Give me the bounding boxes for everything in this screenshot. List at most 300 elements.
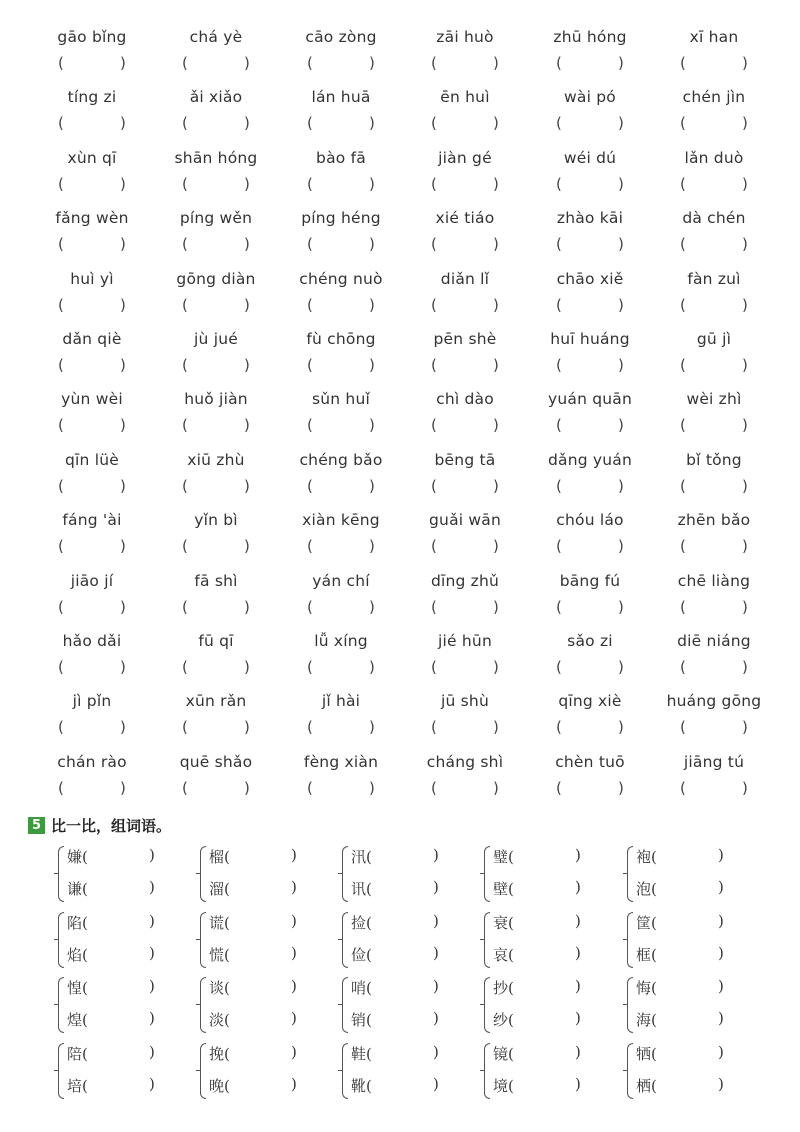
answer-blank-close[interactable]: ) — [493, 597, 499, 616]
pinyin-row — [0, 70, 800, 133]
answer-blank-close[interactable]: ) — [618, 356, 624, 374]
answer-blank-close[interactable]: ) — [742, 114, 748, 133]
answer-blank-close[interactable]: ) — [742, 718, 748, 737]
answer-blank-open[interactable]: ( — [556, 295, 562, 314]
char-line[interactable] — [493, 1042, 581, 1064]
pinyin-item — [30, 70, 154, 133]
answer-blank-close: ) — [149, 846, 155, 864]
answer-blank-close[interactable]: ) — [244, 778, 250, 797]
answer-blank-close[interactable]: ) — [369, 54, 375, 72]
answer-blank-open[interactable]: ( — [182, 658, 188, 676]
answer-blank-open[interactable]: ( — [307, 778, 313, 797]
answer-blank-open[interactable]: ( — [680, 295, 686, 314]
char-pair — [342, 1041, 472, 1101]
answer-blank-close[interactable]: ) — [369, 235, 375, 254]
answer-blank-close[interactable]: ) — [369, 476, 375, 495]
answer-blank-close[interactable]: ) — [369, 174, 375, 193]
answer-blank-close[interactable]: ) — [742, 295, 748, 314]
pinyin-text: fā shì — [194, 571, 238, 590]
brace-icon — [200, 846, 206, 902]
pinyin-text: huì yì — [70, 269, 114, 288]
answer-blank-close[interactable]: ) — [244, 718, 250, 737]
answer-blank-close[interactable]: ) — [618, 295, 624, 314]
char-line[interactable] — [493, 878, 581, 899]
char-pair — [58, 1041, 188, 1101]
answer-blank-open[interactable]: ( — [58, 114, 64, 133]
answer-blank-close[interactable]: ) — [369, 718, 375, 737]
char-line[interactable] — [636, 846, 724, 867]
char-line[interactable] — [209, 1074, 297, 1096]
char-line[interactable] — [209, 911, 297, 933]
answer-blank-open[interactable]: ( — [431, 416, 437, 435]
answer-blank-open[interactable]: ( — [556, 476, 562, 495]
answer-blank-open[interactable]: ( — [556, 597, 562, 616]
answer-blank-close[interactable]: ) — [120, 356, 126, 374]
char-line[interactable] — [351, 977, 439, 998]
char-line[interactable] — [351, 878, 439, 899]
answer-blank-open[interactable]: ( — [556, 778, 562, 797]
answer-blank-close[interactable]: ) — [493, 295, 499, 314]
brace-icon — [484, 1043, 490, 1099]
answer-blank-open[interactable]: ( — [307, 718, 313, 737]
pinyin-item — [528, 735, 652, 795]
pinyin-item — [528, 312, 652, 372]
char-with-paren: 嫌( — [67, 848, 88, 866]
answer-blank-close[interactable]: ) — [493, 718, 499, 737]
answer-blank-open[interactable]: ( — [680, 54, 686, 72]
answer-blank-open[interactable]: ( — [680, 174, 686, 193]
answer-blank-open[interactable]: ( — [680, 114, 686, 133]
answer-blank-close[interactable]: ) — [369, 114, 375, 133]
char-line[interactable] — [493, 977, 581, 998]
answer-blank-open[interactable]: ( — [680, 356, 686, 374]
answer-blank-open[interactable]: ( — [431, 114, 437, 133]
char-line[interactable] — [493, 1074, 581, 1096]
pinyin-row — [0, 554, 800, 614]
answer-blank-close[interactable]: ) — [618, 174, 624, 193]
answer-blank-close[interactable]: ) — [244, 597, 250, 616]
pinyin-text: jié hūn — [438, 632, 492, 650]
char-with-paren: 镜( — [493, 1044, 514, 1063]
answer-blank-close[interactable]: ) — [120, 235, 126, 254]
char-with-paren: 哨( — [351, 979, 372, 997]
answer-blank-open[interactable]: ( — [58, 597, 64, 616]
answer-blank-close[interactable]: ) — [742, 54, 748, 72]
answer-blank-open[interactable]: ( — [182, 114, 188, 133]
answer-blank-open[interactable]: ( — [431, 295, 437, 314]
answer-blank-open[interactable]: ( — [556, 416, 562, 435]
char-pair — [627, 1041, 757, 1101]
answer-blank-close: ) — [291, 911, 297, 930]
answer-blank-close[interactable]: ) — [244, 174, 250, 193]
pinyin-item — [528, 372, 652, 435]
answer-blank-close[interactable]: ) — [618, 235, 624, 254]
answer-blank-open[interactable]: ( — [556, 174, 562, 193]
answer-blank-open[interactable]: ( — [431, 718, 437, 737]
answer-blank-open[interactable]: ( — [58, 537, 64, 556]
pinyin-text: hǎo dǎi — [62, 632, 122, 650]
pinyin-text: píng héng — [301, 209, 381, 228]
answer-blank-close[interactable]: ) — [120, 54, 126, 72]
answer-blank-close[interactable]: ) — [493, 476, 499, 495]
answer-blank-close[interactable]: ) — [742, 235, 748, 254]
char-line[interactable] — [351, 943, 439, 965]
answer-blank-close[interactable]: ) — [618, 537, 624, 556]
answer-blank-open[interactable]: ( — [58, 778, 64, 797]
answer-blank-close[interactable]: ) — [742, 658, 748, 676]
char-line[interactable] — [67, 977, 155, 998]
pinyin-row — [0, 433, 800, 493]
answer-blank-close[interactable]: ) — [493, 356, 499, 374]
pinyin-text: cāo zòng — [305, 28, 377, 46]
pinyin-text: diē niáng — [677, 632, 751, 650]
answer-blank-close: ) — [433, 1074, 439, 1093]
answer-blank-close[interactable]: ) — [120, 537, 126, 556]
answer-blank-close[interactable]: ) — [618, 597, 624, 616]
char-line[interactable] — [209, 846, 297, 867]
char-with-paren: 泡( — [636, 880, 657, 898]
answer-blank-open[interactable]: ( — [307, 476, 313, 495]
answer-blank-open[interactable]: ( — [58, 416, 64, 435]
answer-blank-close[interactable]: ) — [493, 658, 499, 676]
answer-blank-close[interactable]: ) — [742, 174, 748, 193]
answer-blank-open[interactable]: ( — [431, 597, 437, 616]
char-line[interactable] — [209, 977, 297, 998]
answer-blank-close[interactable]: ) — [618, 778, 624, 797]
pinyin-item — [652, 735, 776, 795]
answer-blank-open[interactable]: ( — [307, 356, 313, 374]
answer-blank-open[interactable]: ( — [307, 597, 313, 616]
pinyin-item — [279, 70, 403, 133]
char-with-paren: 溜( — [209, 880, 230, 898]
answer-blank-open[interactable]: ( — [556, 718, 562, 737]
answer-blank-close[interactable]: ) — [369, 416, 375, 435]
answer-blank-open[interactable]: ( — [680, 658, 686, 676]
answer-blank-open[interactable]: ( — [182, 537, 188, 556]
answer-blank-open[interactable]: ( — [182, 718, 188, 737]
answer-blank-close: ) — [433, 846, 439, 864]
answer-blank-open[interactable]: ( — [680, 416, 686, 435]
char-with-paren: 袍( — [636, 848, 657, 866]
answer-blank-close: ) — [149, 977, 155, 995]
answer-blank-close[interactable]: ) — [369, 537, 375, 556]
pinyin-item — [528, 131, 652, 191]
brace-icon — [58, 977, 64, 1033]
answer-blank-close: ) — [433, 977, 439, 995]
answer-blank-close: ) — [291, 1074, 297, 1093]
answer-blank-close[interactable]: ) — [244, 54, 250, 72]
pinyin-text: gōng diàn — [176, 269, 256, 288]
answer-blank-open[interactable]: ( — [556, 235, 562, 254]
pinyin-row — [0, 493, 800, 556]
answer-blank-close[interactable]: ) — [493, 778, 499, 797]
char-line[interactable] — [67, 1074, 155, 1096]
char-with-paren: 筐( — [636, 913, 657, 932]
answer-blank-open[interactable]: ( — [431, 658, 437, 676]
answer-blank-close[interactable]: ) — [244, 476, 250, 495]
pinyin-row — [0, 735, 800, 795]
pinyin-text: jiāng tú — [683, 752, 745, 771]
char-line[interactable] — [636, 943, 724, 965]
answer-blank-close: ) — [718, 1042, 724, 1061]
answer-blank-open[interactable]: ( — [307, 174, 313, 193]
answer-blank-open[interactable]: ( — [307, 416, 313, 435]
answer-blank-close[interactable]: ) — [120, 174, 126, 193]
answer-blank-open[interactable]: ( — [58, 295, 64, 314]
char-with-paren: 境( — [493, 1076, 514, 1095]
pinyin-item — [403, 554, 527, 614]
char-line[interactable] — [636, 1074, 724, 1096]
answer-blank-close: ) — [718, 846, 724, 864]
answer-blank-open[interactable]: ( — [182, 54, 188, 72]
pinyin-text: bēng tā — [434, 450, 496, 469]
pinyin-text: dīng zhǔ — [430, 571, 500, 590]
char-line[interactable] — [351, 1042, 439, 1064]
pinyin-text: chē liàng — [677, 571, 751, 590]
answer-blank-close[interactable]: ) — [120, 718, 126, 737]
answer-blank-close: ) — [291, 1042, 297, 1061]
answer-blank-open[interactable]: ( — [431, 476, 437, 495]
section-title-text: 比一比，组词语。 — [51, 817, 172, 835]
answer-blank-close[interactable]: ) — [618, 718, 624, 737]
pinyin-text: xūn rǎn — [185, 692, 247, 711]
char-line[interactable] — [209, 878, 297, 899]
answer-blank-close[interactable]: ) — [618, 114, 624, 133]
answer-blank-close[interactable]: ) — [742, 416, 748, 435]
char-line[interactable] — [67, 1009, 155, 1030]
answer-blank-close[interactable]: ) — [493, 537, 499, 556]
char-with-paren: 慌( — [209, 945, 230, 964]
answer-blank-close[interactable]: ) — [618, 54, 624, 72]
pinyin-item — [279, 493, 403, 556]
char-line[interactable] — [493, 911, 581, 933]
answer-blank-open[interactable]: ( — [431, 54, 437, 72]
char-line[interactable] — [493, 846, 581, 867]
answer-blank-open[interactable]: ( — [556, 356, 562, 374]
answer-blank-close[interactable]: ) — [120, 597, 126, 616]
answer-blank-open[interactable]: ( — [58, 174, 64, 193]
answer-blank-open[interactable]: ( — [182, 295, 188, 314]
pinyin-row — [0, 131, 800, 191]
answer-blank-open[interactable]: ( — [58, 476, 64, 495]
char-line[interactable] — [209, 1042, 297, 1064]
pinyin-text: dà chén — [682, 209, 746, 228]
answer-blank-close[interactable]: ) — [244, 658, 250, 676]
char-line[interactable] — [636, 977, 724, 998]
answer-blank-open[interactable]: ( — [431, 356, 437, 374]
answer-blank-open[interactable]: ( — [431, 537, 437, 556]
char-line[interactable] — [351, 1009, 439, 1030]
pinyin-item — [652, 252, 776, 312]
pinyin-row — [0, 674, 800, 737]
pinyin-text: yùn wèi — [61, 390, 123, 409]
pinyin-item — [528, 674, 652, 737]
char-line[interactable] — [636, 1042, 724, 1064]
pinyin-text: tíng zi — [67, 88, 117, 107]
answer-blank-open[interactable]: ( — [182, 597, 188, 616]
answer-blank-open[interactable]: ( — [556, 114, 562, 133]
char-line[interactable] — [636, 1009, 724, 1030]
char-line[interactable] — [209, 1009, 297, 1030]
pinyin-item — [403, 252, 527, 312]
answer-blank-close[interactable]: ) — [618, 658, 624, 676]
answer-blank-close[interactable]: ) — [120, 778, 126, 797]
answer-blank-open[interactable]: ( — [431, 235, 437, 254]
char-with-paren: 栖( — [636, 1076, 657, 1095]
answer-blank-close[interactable]: ) — [618, 476, 624, 495]
answer-blank-close[interactable]: ) — [120, 658, 126, 676]
pinyin-item — [279, 131, 403, 191]
pinyin-text: chāo xiě — [556, 269, 624, 288]
answer-blank-open[interactable]: ( — [182, 174, 188, 193]
pinyin-text: qīn lüè — [65, 450, 119, 469]
pinyin-item — [403, 735, 527, 795]
answer-blank-open[interactable]: ( — [431, 778, 437, 797]
answer-blank-close[interactable]: ) — [742, 778, 748, 797]
answer-blank-open[interactable]: ( — [307, 54, 313, 72]
answer-blank-open[interactable]: ( — [680, 718, 686, 737]
answer-blank-close[interactable]: ) — [120, 476, 126, 495]
char-pair — [58, 975, 188, 1035]
pinyin-item — [528, 433, 652, 493]
answer-blank-close[interactable]: ) — [244, 537, 250, 556]
answer-blank-close[interactable]: ) — [120, 416, 126, 435]
pinyin-text: chá yè — [189, 28, 243, 46]
pinyin-item — [154, 493, 278, 556]
answer-blank-open[interactable]: ( — [680, 778, 686, 797]
char-pair — [484, 844, 614, 904]
answer-blank-close: ) — [718, 911, 724, 930]
pinyin-item — [154, 433, 278, 493]
answer-blank-open[interactable]: ( — [182, 778, 188, 797]
answer-blank-open[interactable]: ( — [556, 658, 562, 676]
pinyin-text: chén jìn — [682, 88, 746, 107]
pinyin-text: yǐn bì — [194, 511, 238, 530]
answer-blank-close[interactable]: ) — [369, 356, 375, 374]
answer-blank-open[interactable]: ( — [307, 235, 313, 254]
answer-blank-close: ) — [291, 1009, 297, 1027]
char-line[interactable] — [351, 1074, 439, 1096]
char-with-paren: 销( — [351, 1011, 372, 1029]
answer-blank-open[interactable]: ( — [182, 235, 188, 254]
pinyin-item — [528, 493, 652, 556]
answer-blank-close[interactable]: ) — [244, 416, 250, 435]
answer-blank-close: ) — [149, 1042, 155, 1061]
answer-blank-open[interactable]: ( — [680, 476, 686, 495]
answer-blank-open[interactable]: ( — [680, 235, 686, 254]
brace-icon — [342, 846, 348, 902]
answer-blank-close[interactable]: ) — [742, 356, 748, 374]
answer-blank-close[interactable]: ) — [369, 597, 375, 616]
pinyin-text: sǎo zi — [567, 632, 613, 650]
pinyin-item — [30, 191, 154, 254]
answer-blank-open[interactable]: ( — [58, 235, 64, 254]
answer-blank-close[interactable]: ) — [493, 235, 499, 254]
char-line[interactable] — [67, 1042, 155, 1064]
answer-blank-close[interactable]: ) — [742, 537, 748, 556]
answer-blank-close[interactable]: ) — [369, 658, 375, 676]
answer-blank-close[interactable]: ) — [369, 778, 375, 797]
pinyin-item — [279, 614, 403, 674]
answer-blank-open[interactable]: ( — [182, 476, 188, 495]
char-pair — [627, 910, 757, 970]
answer-blank-open[interactable]: ( — [680, 537, 686, 556]
char-line[interactable] — [636, 878, 724, 899]
char-with-paren: 惶( — [67, 979, 88, 997]
answer-blank-close: ) — [575, 977, 581, 995]
answer-blank-close[interactable]: ) — [742, 476, 748, 495]
answer-blank-open[interactable]: ( — [58, 54, 64, 72]
answer-blank-open[interactable]: ( — [182, 356, 188, 374]
answer-blank-close[interactable]: ) — [742, 597, 748, 616]
char-with-paren: 汛( — [351, 848, 372, 866]
pinyin-text: chèn tuō — [555, 752, 625, 771]
answer-blank-open[interactable]: ( — [307, 114, 313, 133]
answer-blank-open[interactable]: ( — [58, 356, 64, 374]
char-with-paren: 海( — [636, 1011, 657, 1029]
pinyin-item — [528, 554, 652, 614]
answer-blank-close[interactable]: ) — [120, 114, 126, 133]
answer-blank-close[interactable]: ) — [493, 416, 499, 435]
answer-blank-open[interactable]: ( — [58, 658, 64, 676]
answer-blank-open[interactable]: ( — [556, 54, 562, 72]
answer-blank-open[interactable]: ( — [307, 658, 313, 676]
pinyin-item — [30, 735, 154, 795]
answer-blank-close[interactable]: ) — [244, 114, 250, 133]
answer-blank-open[interactable]: ( — [182, 416, 188, 435]
pinyin-text: wèi zhì — [686, 390, 742, 409]
answer-blank-open[interactable]: ( — [431, 174, 437, 193]
char-line[interactable] — [493, 943, 581, 965]
char-with-paren: 壁( — [493, 880, 514, 898]
pinyin-item — [403, 674, 527, 737]
pinyin-item — [154, 312, 278, 372]
pinyin-row — [0, 372, 800, 435]
pinyin-text: zhū hóng — [553, 28, 627, 46]
char-line[interactable] — [67, 846, 155, 867]
char-line[interactable] — [493, 1009, 581, 1030]
answer-blank-close[interactable]: ) — [369, 295, 375, 314]
char-line[interactable] — [67, 943, 155, 965]
char-line[interactable] — [351, 846, 439, 867]
answer-blank-open[interactable]: ( — [680, 597, 686, 616]
answer-blank-close[interactable]: ) — [244, 235, 250, 254]
answer-blank-close[interactable]: ) — [493, 54, 499, 72]
answer-blank-close[interactable]: ) — [244, 295, 250, 314]
answer-blank-close[interactable]: ) — [618, 416, 624, 435]
answer-blank-open[interactable]: ( — [556, 537, 562, 556]
char-line[interactable] — [67, 911, 155, 933]
char-line[interactable] — [636, 911, 724, 933]
answer-blank-open[interactable]: ( — [307, 537, 313, 556]
pinyin-item — [154, 191, 278, 254]
char-line[interactable] — [209, 943, 297, 965]
answer-blank-open[interactable]: ( — [58, 718, 64, 737]
char-with-paren: 抄( — [493, 979, 514, 997]
char-with-paren: 淡( — [209, 1011, 230, 1029]
answer-blank-close[interactable]: ) — [493, 114, 499, 133]
answer-blank-close[interactable]: ) — [493, 174, 499, 193]
char-line[interactable] — [351, 911, 439, 933]
char-line[interactable] — [67, 878, 155, 899]
answer-blank-open[interactable]: ( — [307, 295, 313, 314]
pinyin-text: fàn zuì — [687, 269, 741, 288]
answer-blank-close[interactable]: ) — [120, 295, 126, 314]
pinyin-text: gū jì — [696, 330, 732, 348]
pinyin-text: fū qī — [198, 632, 234, 650]
pinyin-text: jū shù — [441, 692, 489, 711]
answer-blank-close[interactable]: ) — [244, 356, 250, 374]
